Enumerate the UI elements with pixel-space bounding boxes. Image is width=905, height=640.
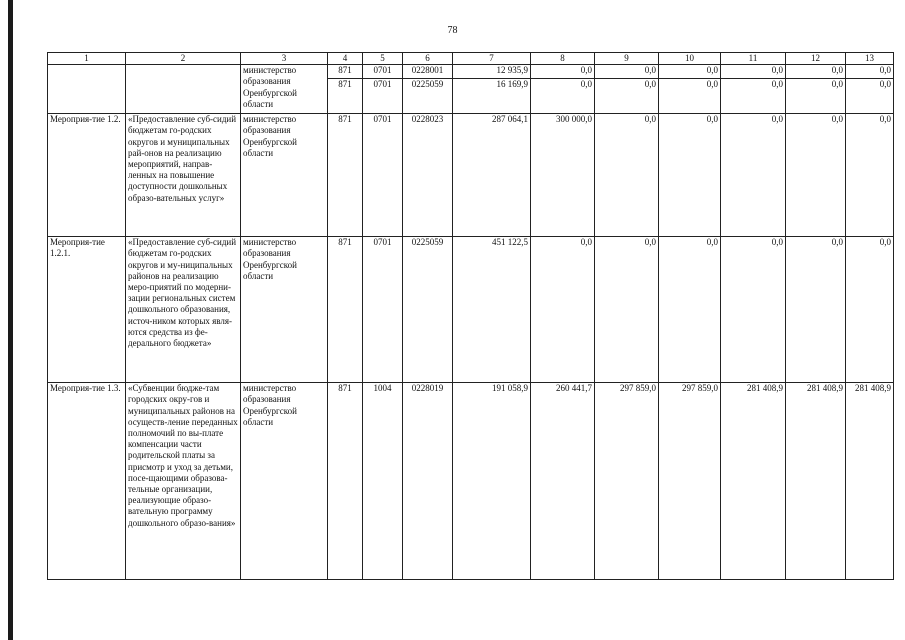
activity-name-cell <box>126 65 241 114</box>
activity-name-cell: «Предоставление суб-сидий бюджетам го-родских округов и му-ниципальных районов на реализацию меро-приятий по модерни-зации региональных систем дошкольного образования, источ-ником которых явля-ются средства из фе-дерального бюджета» <box>126 237 241 383</box>
value-cell: 281 408,9 <box>786 383 846 580</box>
responsible-cell: министерство образования Оренбургской области <box>241 65 328 114</box>
value-cell: 0701 <box>363 79 403 114</box>
column-header: 9 <box>595 53 659 65</box>
responsible-cell: министерство образования Оренбургской области <box>241 237 328 383</box>
budget-table <box>47 52 894 580</box>
value-cell: 0,0 <box>721 114 786 237</box>
value-cell: 0701 <box>363 114 403 237</box>
column-header: 7 <box>453 53 531 65</box>
activity-code-cell: Мероприя-тие 1.2.1. <box>48 237 126 383</box>
value-cell: 0228001 <box>403 65 453 79</box>
value-cell: 0,0 <box>786 65 846 79</box>
column-header: 3 <box>241 53 328 65</box>
value-cell: 871 <box>328 383 363 580</box>
value-cell: 0701 <box>363 237 403 383</box>
value-cell: 287 064,1 <box>453 114 531 237</box>
value-cell: 191 058,9 <box>453 383 531 580</box>
value-cell: 0,0 <box>659 65 721 79</box>
activity-code-cell: Мероприя-тие 1.2. <box>48 114 126 237</box>
column-header: 10 <box>659 53 721 65</box>
activity-name-cell: «Предоставление суб-сидий бюджетам го-родских округов и муниципальных рай-онов на реализацию мероприятий, направ-ленных на повышение доступности дошкольных образо-вательных услуг» <box>126 114 241 237</box>
activity-code-cell <box>48 65 126 114</box>
value-cell: 871 <box>328 114 363 237</box>
column-header: 12 <box>786 53 846 65</box>
column-header: 13 <box>846 53 894 65</box>
value-cell: 0,0 <box>595 114 659 237</box>
value-cell: 871 <box>328 65 363 79</box>
column-header: 5 <box>363 53 403 65</box>
activity-code-cell: Мероприя-тие 1.3. <box>48 383 126 580</box>
value-cell: 0,0 <box>846 79 894 114</box>
value-cell: 0,0 <box>531 65 595 79</box>
value-cell: 0,0 <box>659 79 721 114</box>
column-header: 8 <box>531 53 595 65</box>
value-cell: 0225059 <box>403 79 453 114</box>
value-cell: 16 169,9 <box>453 79 531 114</box>
value-cell: 281 408,9 <box>846 383 894 580</box>
value-cell: 0,0 <box>659 237 721 383</box>
responsible-cell: министерство образования Оренбургской области <box>241 114 328 237</box>
value-cell: 297 859,0 <box>595 383 659 580</box>
value-cell: 0,0 <box>595 237 659 383</box>
column-header: 1 <box>48 53 126 65</box>
value-cell: 0,0 <box>721 79 786 114</box>
value-cell: 871 <box>328 237 363 383</box>
column-header: 4 <box>328 53 363 65</box>
value-cell: 0,0 <box>846 65 894 79</box>
value-cell: 0,0 <box>846 237 894 383</box>
value-cell: 451 122,5 <box>453 237 531 383</box>
responsible-cell: министерство образования Оренбургской области <box>241 383 328 580</box>
value-cell: 0,0 <box>595 65 659 79</box>
value-cell: 0,0 <box>721 237 786 383</box>
table-row <box>48 65 894 79</box>
value-cell: 0701 <box>363 65 403 79</box>
value-cell: 0,0 <box>531 237 595 383</box>
table-row <box>48 237 894 383</box>
column-header: 2 <box>126 53 241 65</box>
table-row <box>48 383 894 580</box>
value-cell: 0228019 <box>403 383 453 580</box>
column-header-row <box>48 53 894 65</box>
value-cell: 281 408,9 <box>721 383 786 580</box>
page-number: 78 <box>447 25 458 36</box>
value-cell: 300 000,0 <box>531 114 595 237</box>
value-cell: 1004 <box>363 383 403 580</box>
value-cell: 0,0 <box>659 114 721 237</box>
value-cell: 0,0 <box>786 79 846 114</box>
column-header: 6 <box>403 53 453 65</box>
value-cell: 871 <box>328 79 363 114</box>
value-cell: 0228023 <box>403 114 453 237</box>
activity-name-cell: «Субвенции бюдже-там городских окру-гов и муниципальных районов на осуществ-ление переданных полномочий по вы-плате компенсации части родительской платы за присмотр и уход за детьми, посе-щающими образова-тельные организации, реализующие образо-вательную программу дошкольного образо-вания» <box>126 383 241 580</box>
column-header: 11 <box>721 53 786 65</box>
value-cell: 0,0 <box>786 237 846 383</box>
value-cell: 260 441,7 <box>531 383 595 580</box>
value-cell: 0,0 <box>721 65 786 79</box>
scan-edge-bar <box>8 0 13 640</box>
value-cell: 0225059 <box>403 237 453 383</box>
value-cell: 0,0 <box>846 114 894 237</box>
value-cell: 0,0 <box>531 79 595 114</box>
value-cell: 0,0 <box>786 114 846 237</box>
table-row <box>48 114 894 237</box>
value-cell: 12 935,9 <box>453 65 531 79</box>
value-cell: 0,0 <box>595 79 659 114</box>
value-cell: 297 859,0 <box>659 383 721 580</box>
